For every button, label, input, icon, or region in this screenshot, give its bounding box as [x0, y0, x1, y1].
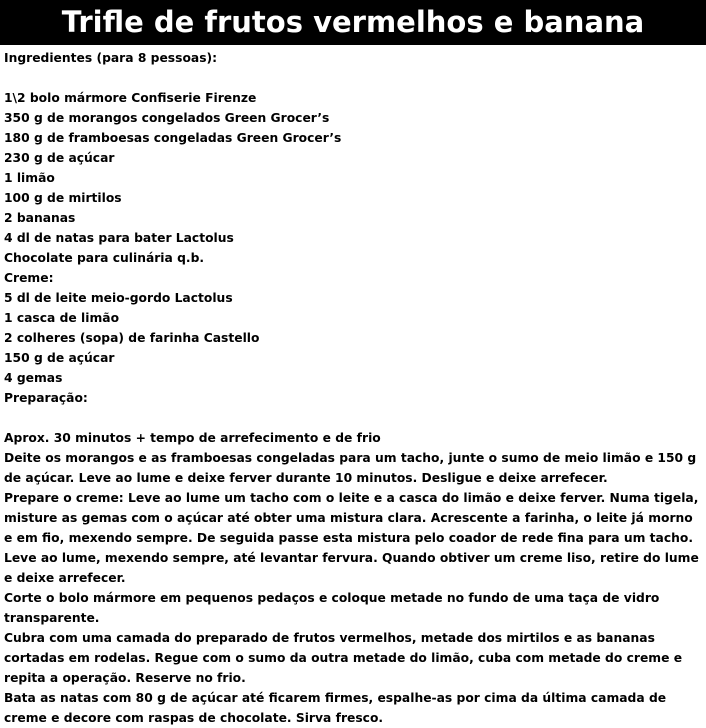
- creme-item: 150 g de açúcar: [4, 351, 115, 365]
- preparation-heading: Preparação:: [4, 391, 88, 405]
- blank-line: [4, 68, 702, 88]
- recipe-content: [0, 45, 706, 728]
- ingredient-item: 1\2 bolo mármore Confiserie Firenze: [4, 91, 257, 105]
- creme-item: 1 casca de limão: [4, 311, 120, 325]
- ingredient-item: Chocolate para culinária q.b.: [4, 251, 205, 265]
- blank-line: [4, 408, 702, 428]
- ingredient-item: 1 limão: [4, 171, 55, 185]
- creme-item: 2 colheres (sopa) de farinha Castello: [4, 331, 260, 345]
- creme-item: 4 gemas: [4, 371, 63, 385]
- recipe-title: Trifle de frutos vermelhos e banana: [0, 0, 706, 45]
- ingredient-item: 4 dl de natas para bater Lactolus: [4, 231, 234, 245]
- creme-heading: Creme:: [4, 271, 54, 285]
- preparation-step: Cubra com uma camada do preparado de frutos vermelhos, metade dos mirtilos e as bananas cortadas em rodelas. Regue com o sumo da outra metade do limão, cuba com metade do creme e repita a operação. Reserve no frio.: [4, 631, 683, 685]
- creme-list: [4, 288, 702, 388]
- preparation-step: Prepare o creme: Leve ao lume um tacho com o leite e a casca do limão e deixe ferver. Numa tigela, misture as gemas com o açúcar até obter uma mistura clara. Acrescente a farinha, o leite já morno e em fio, mexendo sempre. De seguida passe esta mistura pelo coador de rede fina para um tacho. Leve ao lume, mexendo sempre, até levantar fervura. Quando obtiver um creme liso, retire do lume e deixe arrefecer.: [4, 491, 699, 585]
- ingredient-item: 180 g de framboesas congeladas Green Grocer’s: [4, 131, 342, 145]
- preparation-step: Deite os morangos e as framboesas congeladas para um tacho, junte o sumo de meio limão e 150 g de açúcar. Leve ao lume e deixe ferver durante 10 minutos. Desligue e deixe arrefecer.: [4, 451, 697, 485]
- creme-item: 5 dl de leite meio-gordo Lactolus: [4, 291, 233, 305]
- ingredients-list: [4, 88, 702, 268]
- ingredient-item: 2 bananas: [4, 211, 76, 225]
- ingredient-item: 230 g de açúcar: [4, 151, 115, 165]
- ingredient-item: 100 g de mirtilos: [4, 191, 122, 205]
- preparation-step: Bata as natas com 80 g de açúcar até ficarem firmes, espalhe-as por cima da última camada de creme e decore com raspas de chocolate. Sirva fresco.: [4, 691, 667, 725]
- ingredients-heading: Ingredientes (para 8 pessoas):: [4, 51, 218, 65]
- preparation-time: Aprox. 30 minutos + tempo de arrefecimento e de frio: [4, 431, 381, 445]
- preparation-step: Corte o bolo mármore em pequenos pedaços e coloque metade no fundo de uma taça de vidro transparente.: [4, 591, 660, 625]
- preparation-steps: [4, 448, 702, 728]
- ingredient-item: 350 g de morangos congelados Green Grocer’s: [4, 111, 330, 125]
